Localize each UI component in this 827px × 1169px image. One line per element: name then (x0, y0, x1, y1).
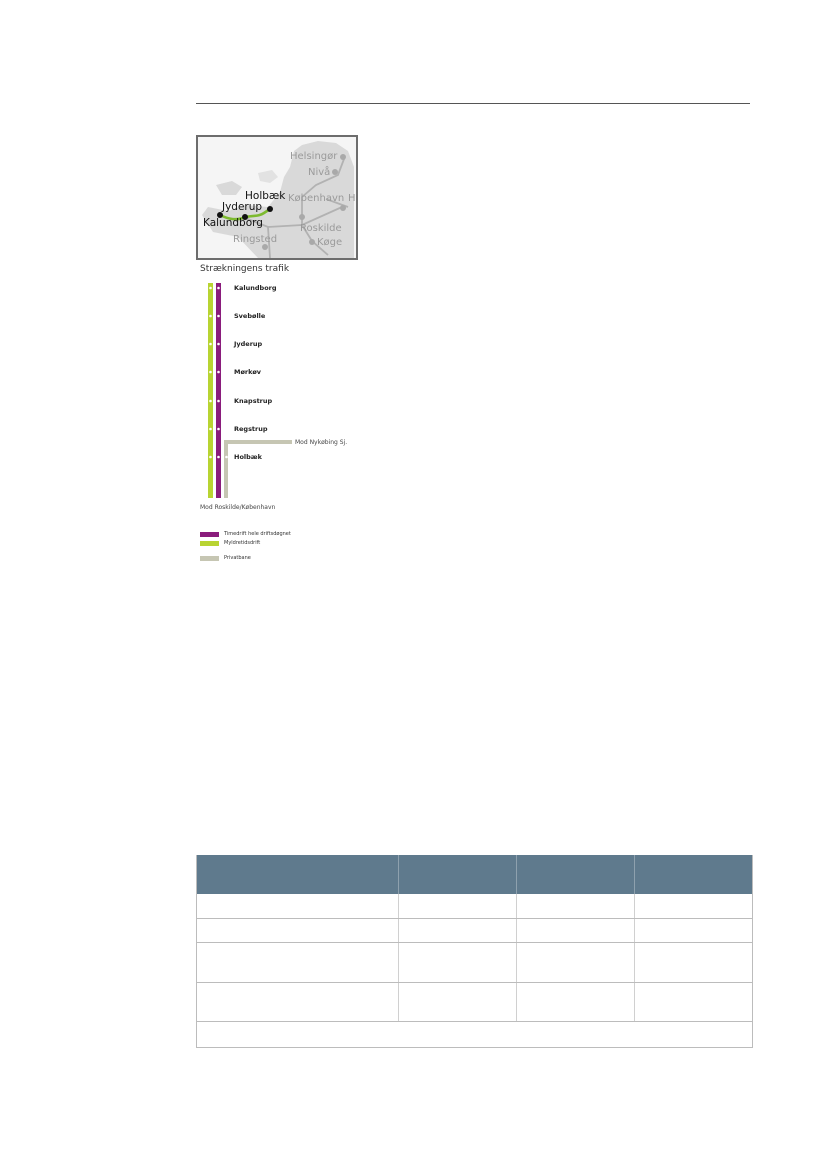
table-cell (399, 894, 517, 919)
map-label-kalundborg: Kalundborg (203, 217, 263, 229)
map-label-kobenhavn-h: H (348, 193, 356, 204)
legend-label: Timedrift hele driftsdøgnet (224, 531, 291, 537)
table-cell (517, 894, 635, 919)
table-cell (635, 943, 753, 983)
table-cell (399, 943, 517, 983)
city-dot-helsingor (340, 154, 346, 160)
table-cell (399, 919, 517, 943)
map-label-niva: Nivå (308, 167, 331, 178)
table-row (197, 983, 753, 1022)
line-diagram (196, 280, 356, 500)
city-dot-niva (332, 169, 338, 175)
legend-swatch (200, 532, 219, 537)
station-morkov: Mørkøv (234, 368, 262, 376)
map-label-ringsted: Ringsted (233, 234, 278, 245)
city-dot-kobenhavn (340, 205, 346, 211)
table-header-cell (517, 855, 635, 894)
map-label-holbaek: Holbæk (245, 190, 286, 202)
table-header-cell (197, 855, 399, 894)
table-header-row (197, 855, 753, 894)
table-cell (197, 943, 399, 983)
table-cell (197, 983, 399, 1022)
table-cell (197, 919, 399, 943)
station-jyderup: Jyderup (234, 340, 263, 348)
station-knapstrup: Knapstrup (234, 397, 273, 405)
station-holbaek: Holbæk (234, 453, 262, 461)
city-dot-roskilde (299, 214, 305, 220)
privatbane-line (226, 442, 292, 498)
map-island (258, 170, 278, 183)
table-cell (635, 919, 753, 943)
city-dot-koge (309, 239, 315, 245)
map-label-koge: Køge (317, 237, 343, 248)
page-header-rule (196, 103, 750, 104)
map-label-jyderup: Jyderup (222, 201, 263, 213)
map-island (216, 181, 242, 195)
map-label-roskilde: Roskilde (300, 223, 342, 234)
table-cell (197, 894, 399, 919)
table-cell (517, 983, 635, 1022)
legend-item-privatbane (200, 554, 251, 562)
table-cell (635, 983, 753, 1022)
legend-item-timedrift (200, 530, 291, 538)
station-svebolle: Svebølle (234, 312, 266, 320)
legend-label: Privatbane (224, 555, 251, 561)
map-label-helsingor: Helsingør (290, 151, 338, 162)
city-dot-holbaek (267, 206, 273, 212)
diagram-title: Strækningens trafik (200, 264, 290, 274)
table-row (197, 943, 753, 983)
table-row (197, 894, 753, 919)
data-table (196, 855, 753, 1048)
station-regstrup: Regstrup (234, 425, 268, 433)
table-header-cell (635, 855, 753, 894)
table-cell (399, 983, 517, 1022)
table-row (197, 919, 753, 943)
table-footer-row (197, 1022, 753, 1048)
bottom-direction-label: Mod Roskilde/København (200, 504, 276, 511)
region-map (196, 135, 358, 260)
branch-direction-label: Mod Nykøbing Sj. (295, 439, 348, 446)
table-cell (635, 894, 753, 919)
map-label-kobenhavn: København (288, 193, 345, 204)
table-footer-cell (197, 1022, 753, 1048)
legend-swatch (200, 541, 219, 546)
station-kalundborg: Kalundborg (234, 284, 277, 292)
table-cell (517, 943, 635, 983)
table-cell (517, 919, 635, 943)
legend-swatch (200, 556, 219, 561)
legend-label: Myldretidsdrift (224, 540, 261, 546)
table-header-cell (399, 855, 517, 894)
legend-item-myldretid (200, 539, 260, 547)
